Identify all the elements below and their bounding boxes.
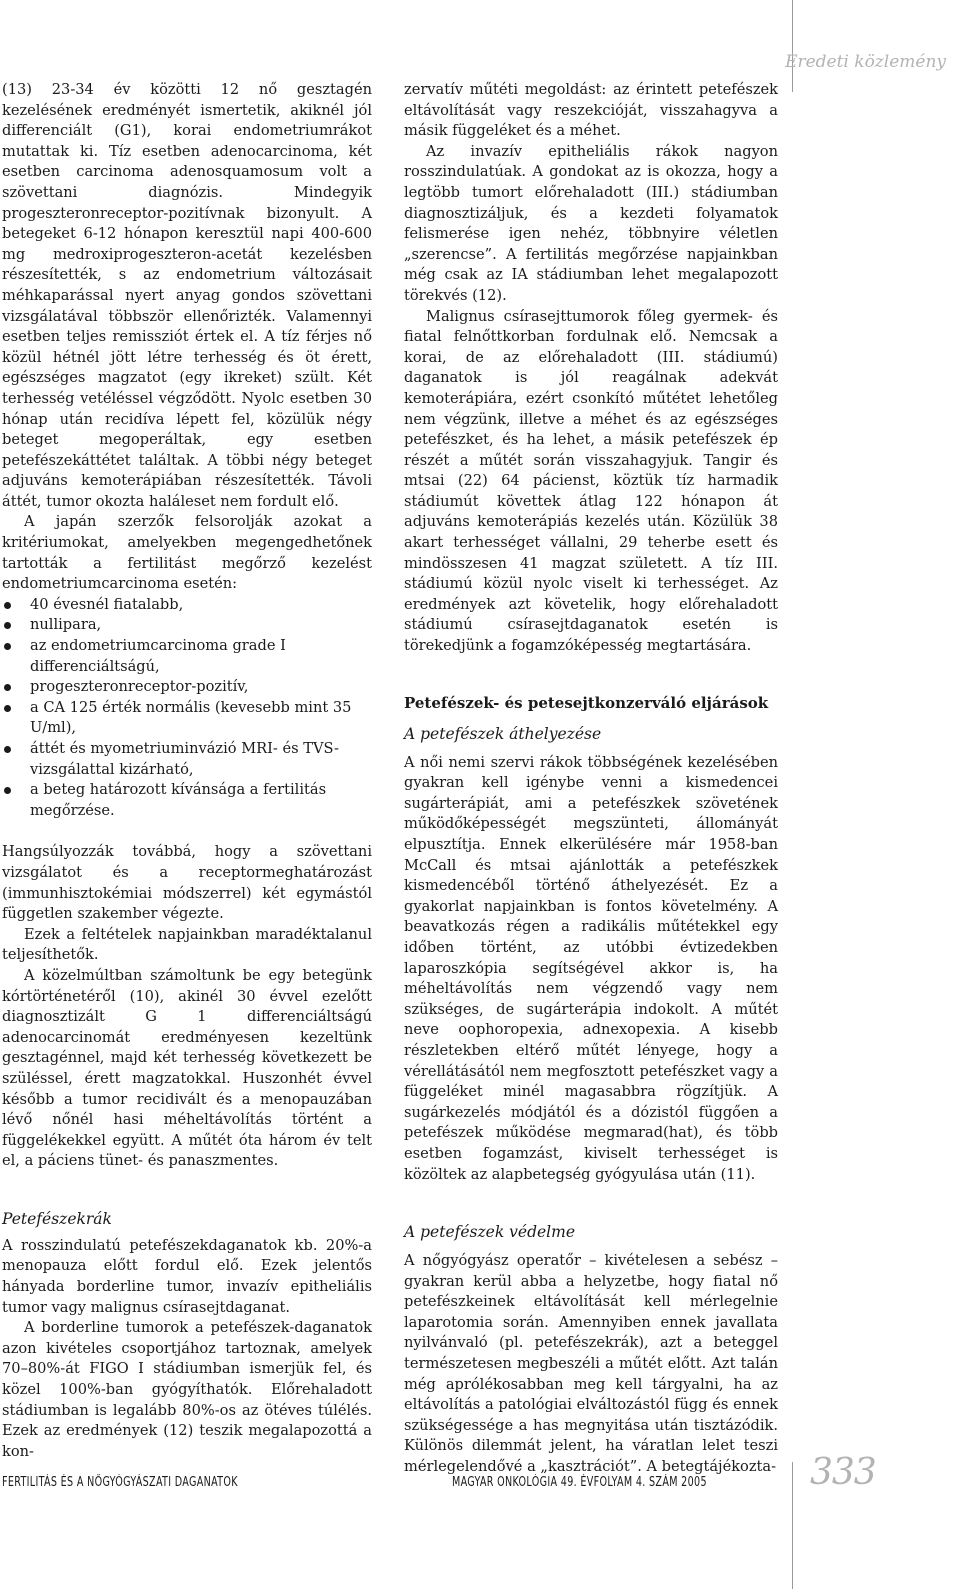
paragraph: Ezek a feltételek napjainkban maradéktalanul teljesíthetők. [2,925,372,964]
paragraph: A rosszindulatú petefészekdaganatok kb. 20%-a menopauza előtt fordul elő. Ezek jelentős hányada borderline tumor, invazív epitheliális tumor vagy malignus csírasejtdaganat. [2,1236,372,1316]
list-item: 40 évesnél fiatalabb, [2,595,372,616]
section-heading: Petefészek- és petesejtkonzerváló eljárások [404,693,769,712]
footer-journal-issue: MAGYAR ONKOLÓGIA 49. ÉVFOLYAM 4. SZÁM 2005 [452,1475,707,1490]
paragraph: A közelmúltban számoltunk be egy betegünk kórtörténetéről (10), akinél 30 évvel ezelőtt diagnosztizált G 1 differenciáltságú adenocarcinomát eredményesen kezeltünk gesztagénnel, majd két terhesség következett be szüléssel, érett magzatokkal. Huszonhét évvel később a tumor recidivált és a menopauzában lévő nőnél hasi méheltávolítás történt a függelékekkel együtt. A műtét óta három év telt el, a páciens tünet- és panaszmentes. [2,966,372,1170]
subheading-ovarian-cancer: Petefészekrák [2,1209,112,1228]
paragraph: A borderline tumorok a petefészek-daganatok azon kivételes csoportjához tartoznak, amelyek 70–80%-át FIGO I stádiumban ismerjük fel, és közel 100%-ban gyógyíthatók. Előrehaladott stádiumban is legalább 80%-os az ötéves túlélés. Ezek az eredmények (12) teszik megalapozottá a kon- [2,1319,372,1460]
section-label: Eredeti közlemény [785,52,946,72]
header-vertical-rule [792,0,793,92]
list-item: áttét és myometriuminvázió MRI- és TVS-vizsgálattal kizárható, [2,739,372,780]
paragraph: A nőgyógyász operatőr – kivételesen a sebész – gyakran kerül abba a helyzetbe, hogy fiatal nő petefészkeinek eltávolítását kell mérlegelnie laparotomia során. Amennyiben ennek javallata nyilvánvaló (pl. petefészekrák), azt a beteggel természetesen megbeszéli a műtét előtt. Azt talán még aprólékosabban meg kell tárgyalni, ha az eltávolítás a patológiai elváltozástól függ és ennek szükségessége a has megnyitása után tisztázódik. Különös dilemmát jelent, ha váratlan lelet teszi mérlegelendővé a „kasztrációt”. A betegtájékozta- [404,1252,778,1476]
criteria-list [2,595,372,822]
paragraph: zervatív műtéti megoldást: az érintett petefészek eltávolítását vagy reszekcióját, visszahagyva a másik függeléket és a méhet. [404,81,778,140]
paragraph: Malignus csírasejttumorok főleg gyermek- és fiatal felnőttkorban fordulnak elő. Nemcsak a korai, de az előrehaladott (III. stádiumú) daganatok is jól reagálnak adekvát kemoterápiára, ezért csonkító műtétet lehetőleg nem végzünk, illetve a méhet és az egészséges petefészket, és ha lehet, a másik petefészek ép részét a műtét során visszahagyjuk. Tangir és mtsai (22) 64 pácienst, köztük tíz harmadik stádiumút követtek átlag 122 hónapon át adjuváns kemoterápiás kezelés után. Közülük 38 akart terhességet vállalni, 29 teherbe esett és mindösszesen 41 magzat született. A tíz III. stádiumú közül nyolc viselt ki terhességet. Az eredmények azt követelik, hogy előrehaladott stádiumú csírasejtdaganatok esetén is törekedjünk a fogamzóképesség megtartására. [404,307,778,655]
right-column [404,80,778,1478]
paragraph: A női nemi szervi rákok többségének kezelésében gyakran kell igénybe venni a kismedencei sugárterápiát, ami a petefészkek szövetének működőképességét megszünteti, állományát elpusztítja. Ennek elkerülésére már 1958-ban McCall és mtsai ajánlották a petefészkek kismedencéből történő áthelyezését. Ez a gyakorlat napjainkban is fontos követelmény. A beavatkozás régen a radikális műtétekkel egy időben történt, az utóbbi évtizedekben laparoszkópia segítségével akkor is, ha méheltávolítás nem végzendő vagy nem szükséges, de sugárterápia indokolt. A műtét neve oophoropexia, adnexopexia. A kisebb részletekben eltérő műtét lényege, hogy a vérellátásától nem megfosztott petefészket vagy a függeléket minél magasabbra rögzítjük. A sugárkezelés módjától és a dózistól függően a petefészek működése megmarad(hat), és több esetben fogamzást, kiviselt terhességet is közöltek az alapbetegség gyógyulása után (11). [404,753,778,1183]
paragraph: A japán szerzők felsorolják azokat a kritériumokat, amelyekben megengedhetőnek tartották a fertilitást megőrző kezelést endometriumcarcinoma esetén: [2,513,372,593]
footer-vertical-rule [792,1462,793,1589]
list-item: az endometriumcarcinoma grade I differenciáltságú, [2,636,372,677]
page-number: 333 [810,1452,876,1493]
subheading-ovary-protection: A petefészek védelme [404,1223,575,1242]
footer-journal-section: FERTILITÁS ÉS A NŐGYÓGYÁSZATI DAGANATOK [2,1475,238,1490]
list-item: a beteg határozott kívánsága a fertilitás megőrzése. [2,780,372,821]
list-item: nullipara, [2,615,372,636]
list-item: a CA 125 érték normális (kevesebb mint 35 U/ml), [2,698,372,739]
left-column [2,80,372,1462]
subheading-ovary-relocation: A petefészek áthelyezése [404,724,602,743]
paragraph: Az invazív epitheliális rákok nagyon rosszindulatúak. A gondokat az is okozza, hogy a legtöbb tumort előrehaladott (III.) stádiumban diagnosztizáljuk, és a kezdeti folyamatok felismerése igen nehéz, többnyire véletlen „szerencse”. A fertilitás megőrzése napjainkban még csak az IA stádiumban lehet megalapozott törekvés (12). [404,142,778,304]
paragraph: Hangsúlyozzák továbbá, hogy a szövettani vizsgálatot és a receptormeghatározást (immunhisztokémiai módszerrel) két egymástól független szakember végezte. [2,843,372,923]
list-item: progeszteronreceptor-pozitív, [2,677,372,698]
paragraph: (13) 23-34 év közötti 12 nő gesztagén kezelésének eredményét ismertetik, akiknél jól differenciált (G1), korai endometriumrákot mutattak ki. Tíz esetben adenocarcinoma, két esetben carcinoma adenosquamosum volt a szövettani diagnózis. Mindegyik progeszteronreceptor-pozitívnak bizonyult. A betegeket 6-12 hónapon keresztül napi 400-600 mg medroxiprogeszteron-acetát kezelésben részesítették, s az endometrium változásait méhkaparással nyert anyag gondos szövettani vizsgálatával többször ellenőrizték. Valamennyi esetben teljes remissziót értek el. A tíz férjes nő közül hétnél jött létre terhesség és öt érett, egészséges magzatot (egy ikreket) szült. Két terhesség vetéléssel végződött. Nyolc esetben 30 hónap után recidíva lépett fel, közülük négy beteget megoperáltak, egy esetben petefészekáttétet találtak. A többi négy beteget adjuváns kemoterápiában részesítették. Távoli áttét, tumor okozta haláleset nem fordult elő. [2,81,372,510]
